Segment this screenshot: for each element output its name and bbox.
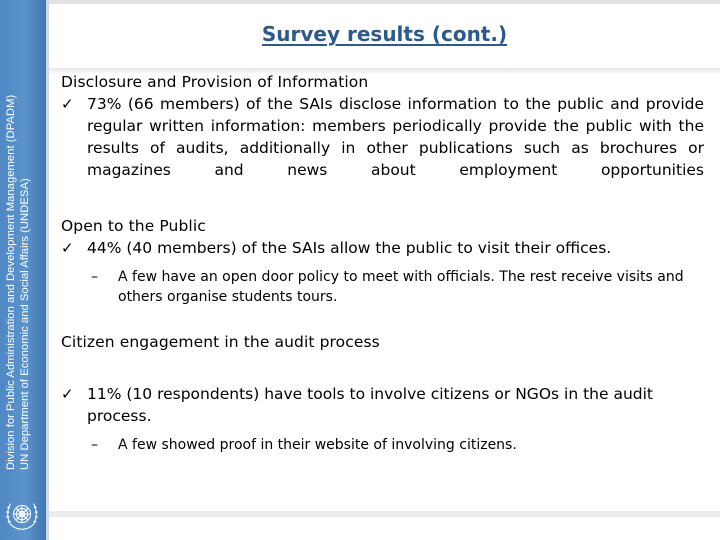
slide-title: Survey results (cont.) (261, 22, 508, 46)
section-heading: Citizen engagement in the audit process (61, 333, 380, 351)
sidebar-caption-line2: UN Department of Economic and Social Affairs (UNDESA) (18, 178, 31, 470)
sidebar-caption-line1: Division for Public Administration and Development Management (DPADM) (5, 94, 17, 470)
section-citizen-engagement (61, 331, 704, 455)
section-open-public (61, 215, 704, 307)
bullet-text: 44% (40 members) of the SAIs allow the public to visit their offices. (87, 239, 612, 257)
sidebar-edge (46, 0, 49, 540)
checkmark-icon: ✓ (61, 239, 74, 257)
section-disclosure (61, 71, 704, 181)
section-heading: Disclosure and Provision of Information (61, 73, 369, 91)
dash-icon: – (91, 437, 98, 453)
un-emblem-icon (3, 496, 41, 534)
top-bar (49, 0, 720, 4)
sidebar-caption (5, 95, 32, 470)
dash-icon: – (91, 269, 98, 285)
bullet-text: 73% (66 members) of the SAIs disclose information to the public and provide regular written information: members periodically provide the public with the results of audits, additionally in other publications such as brochures or magazines and news about employment opportunities (87, 95, 704, 179)
checkmark-icon: ✓ (61, 95, 74, 113)
footer-divider (49, 511, 720, 517)
bullet-item (61, 93, 704, 181)
sub-bullet-text: A few showed proof in their website of involving citizens. (118, 437, 517, 453)
bullet-item (61, 383, 704, 427)
bullet-text: 11% (10 respondents) have tools to involve citizens or NGOs in the audit process. (87, 385, 653, 425)
checkmark-icon: ✓ (61, 385, 74, 403)
sub-bullet-item (91, 267, 704, 307)
bullet-item (61, 237, 704, 259)
sub-bullet-item (91, 435, 704, 455)
section-heading: Open to the Public (61, 217, 206, 235)
sub-bullet-text: A few have an open door policy to meet with officials. The rest receive visits and others organise students tours. (118, 269, 684, 305)
